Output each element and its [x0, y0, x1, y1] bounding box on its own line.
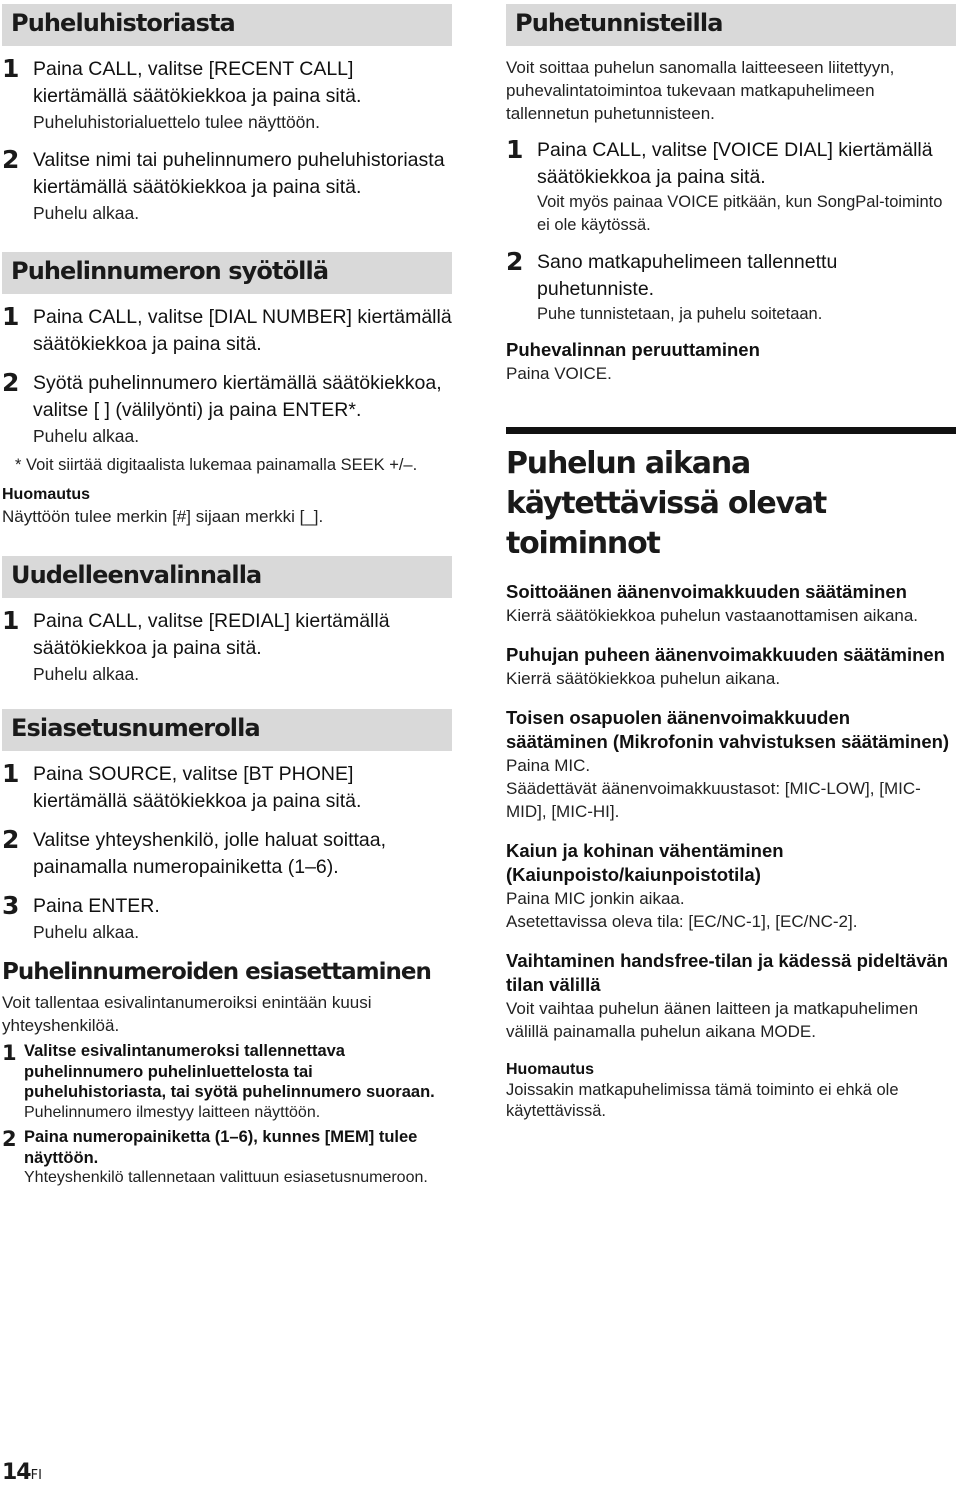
step-result: Puheluhistorialuettelo tulee näyttöön. — [33, 112, 321, 132]
dial-step-1 — [2, 304, 452, 358]
step-number: 1 — [2, 1041, 17, 1065]
item-heading: Puhujan puheen äänenvoimakkuuden säätäminen — [506, 644, 945, 665]
preset-step-3 — [2, 893, 452, 945]
footnote: * Voit siirtää digitaalista lukemaa painamalla SEEK +/–. — [15, 456, 418, 474]
during-item-3 — [506, 706, 956, 823]
step-number: 1 — [506, 135, 524, 164]
preset-step-1 — [2, 761, 452, 815]
voice-step-1 — [506, 137, 956, 237]
redial-step-1 — [2, 608, 452, 687]
step-text: Valitse yhteyshenkilö, jolle haluat soittaa, painamalla numeropainiketta (1–6). — [33, 829, 387, 878]
step-result: Puhelu alkaa. — [33, 664, 140, 684]
item-text-2: Asetettavissa oleva tila: [EC/NC-1], [EC/NC-2]. — [506, 912, 858, 931]
item-heading: Toisen osapuolen äänenvoimakkuuden säätäminen (Mikrofonin vahvistuksen säätäminen) — [506, 707, 950, 752]
item-text-2: Säädettävät äänenvoimakkuustasot: [MIC-LOW], [MIC-MID], [MIC-HI]. — [506, 779, 921, 821]
step-number: 1 — [2, 606, 20, 635]
presetting-intro: Voit tallentaa esivalintanumeroiksi enintään kuusi yhteyshenkilöä. — [2, 993, 372, 1035]
voice-intro: Voit soittaa puhelun sanomalla laitteeseen liitettyyn, puhevalintatoimintoa tukevaan matkapuhelimeen tallennetun puhetunnisteen. — [506, 58, 895, 123]
step-result: Voit myös painaa VOICE pitkään, kun SongPal-toiminto ei ole käytössä. — [537, 193, 943, 234]
preset-step-2 — [2, 827, 452, 881]
section-heading-preset: Esiasetusnumerolla — [2, 709, 452, 751]
step-result: Puhelinnumero ilmestyy laitteen näyttöön. — [24, 1103, 321, 1121]
step-result: Puhe tunnistetaan, ja puhelu soitetaan. — [537, 305, 823, 323]
step-result: Yhteyshenkilö tallennetaan valittuun esiasetusnumeroon. — [24, 1169, 428, 1186]
heading-during-call: Puhelun aikana käytettävissä olevat toiminnot — [506, 427, 956, 564]
item-text: Paina MIC. — [506, 756, 591, 775]
step-number: 2 — [2, 1127, 17, 1151]
recent-step-2 — [2, 147, 452, 226]
during-item-2 — [506, 643, 956, 690]
page-number-value: 14 — [2, 1460, 31, 1485]
step-text: Sano matkapuhelimeen tallennettu puhetunniste. — [537, 251, 838, 300]
step-text: Valitse nimi tai puhelinnumero puheluhistoriasta kiertämällä säätökiekkoa ja paina sitä. — [33, 149, 445, 198]
right-column — [506, 4, 956, 1122]
step-text: Paina numeropainiketta (1–6), kunnes [MEM] tulee näyttöön. — [24, 1128, 418, 1167]
page-number — [2, 1460, 42, 1485]
cancel-heading: Puhevalinnan peruuttaminen — [506, 339, 760, 360]
step-number: 3 — [2, 891, 20, 920]
recent-step-1 — [2, 56, 452, 135]
section-heading-recent: Puheluhistoriasta — [2, 4, 452, 46]
item-text: Kierrä säätökiekkoa puhelun aikana. — [506, 669, 781, 688]
during-item-1 — [506, 580, 956, 627]
dial-step-2 — [2, 370, 452, 449]
item-text: Voit vaihtaa puhelun äänen laitteen ja matkapuhelimen välillä painamalla puhelun aikana MODE. — [506, 999, 919, 1041]
during-item-5 — [506, 949, 956, 1043]
note-label: Huomautus — [2, 486, 90, 503]
note-label: Huomautus — [506, 1061, 594, 1078]
step-number: 1 — [2, 302, 20, 331]
step-number: 2 — [2, 825, 20, 854]
section-heading-redial: Uudelleenvalinnalla — [2, 556, 452, 598]
step-text: Paina CALL, valitse [REDIAL] kiertämällä säätökiekkoa ja paina sitä. — [33, 610, 390, 659]
left-column — [2, 4, 452, 1193]
presetting-step-2 — [2, 1127, 452, 1189]
language-code: FI — [30, 1468, 42, 1483]
step-number: 2 — [2, 145, 20, 174]
step-text: Syötä puhelinnumero kiertämällä säätökiekkoa, valitse [ ] (välilyönti) ja paina ENTER*. — [33, 372, 442, 421]
cancel-text: Paina VOICE. — [506, 364, 612, 383]
step-text: Paina CALL, valitse [VOICE DIAL] kiertämällä säätökiekkoa ja paina sitä. — [537, 139, 933, 188]
item-heading: Soittoäänen äänenvoimakkuuden säätäminen — [506, 581, 907, 602]
step-result: Puhelu alkaa. — [33, 922, 140, 942]
item-text: Paina MIC jonkin aikaa. — [506, 889, 685, 908]
note-text: Näyttöön tulee merkin [#] sijaan merkki [_]. — [2, 507, 324, 526]
step-result: Puhelu alkaa. — [33, 203, 140, 223]
heading-presetting: Puhelinnumeroiden esiasettaminen — [2, 959, 431, 985]
step-text: Paina SOURCE, valitse [BT PHONE] kiertämällä säätökiekkoa ja paina sitä. — [33, 763, 362, 812]
step-number: 2 — [2, 368, 20, 397]
step-number: 1 — [2, 54, 20, 83]
step-text: Paina ENTER. — [33, 895, 160, 917]
step-number: 2 — [506, 247, 524, 276]
step-text: Paina CALL, valitse [RECENT CALL] kiertämällä säätökiekkoa ja paina sitä. — [33, 58, 362, 107]
item-text: Kierrä säätökiekkoa puhelun vastaanottamisen aikana. — [506, 606, 919, 625]
section-heading-voice: Puhetunnisteilla — [506, 4, 956, 46]
step-text: Paina CALL, valitse [DIAL NUMBER] kiertämällä säätökiekkoa ja paina sitä. — [33, 306, 452, 355]
during-item-4 — [506, 839, 956, 933]
presetting-step-1 — [2, 1041, 452, 1123]
item-heading: Kaiun ja kohinan vähentäminen (Kaiunpoisto/kaiunpoistotila) — [506, 840, 784, 885]
item-heading: Vaihtaminen handsfree-tilan ja kädessä pideltävän tilan välillä — [506, 950, 949, 995]
step-number: 1 — [2, 759, 20, 788]
section-heading-dial: Puhelinnumeron syötöllä — [2, 252, 452, 294]
step-text: Valitse esivalintanumeroksi tallennettava puhelinnumero puhelinluettelosta tai puheluhistoriasta, tai syötä puhelinnumero suoraan. — [24, 1042, 435, 1101]
note-text: Joissakin matkapuhelimissa tämä toiminto ei ehkä ole käytettävissä. — [506, 1081, 899, 1120]
voice-step-2 — [506, 249, 956, 326]
step-result: Puhelu alkaa. — [33, 426, 140, 446]
